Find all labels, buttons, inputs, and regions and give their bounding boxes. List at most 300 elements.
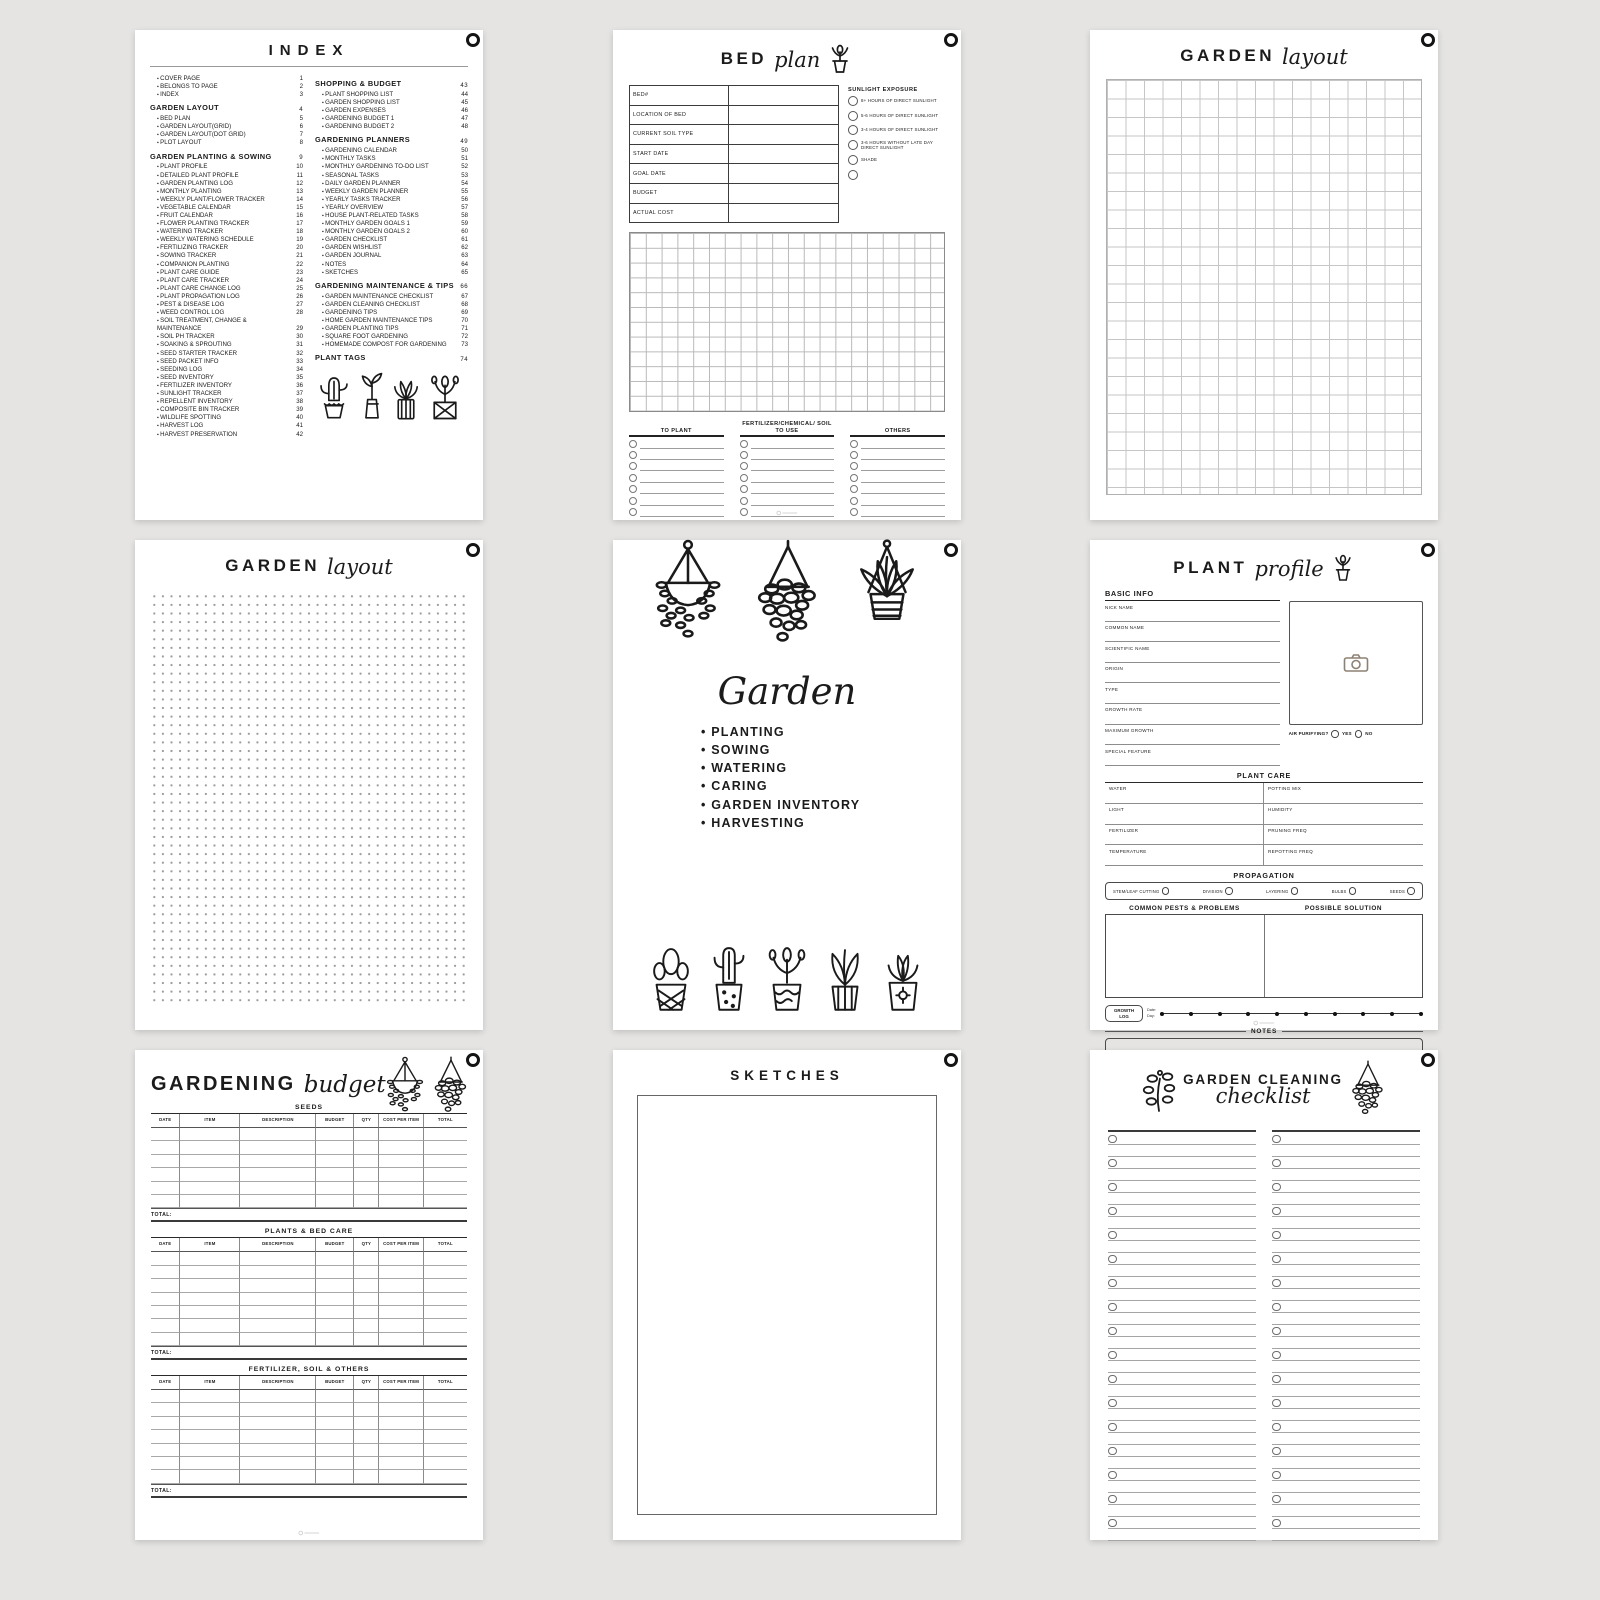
index-entry-label: ▪ INDEX bbox=[150, 91, 179, 99]
checkbox-circle-icon bbox=[740, 462, 748, 470]
care-field-right: POTTING MIX bbox=[1264, 783, 1423, 804]
budget-cell bbox=[315, 1155, 353, 1168]
budget-cell bbox=[423, 1444, 467, 1457]
budget-cell bbox=[353, 1333, 378, 1346]
brand-mark bbox=[298, 1530, 320, 1536]
yes-label: YES bbox=[1341, 731, 1352, 737]
sunlight-option bbox=[848, 125, 945, 135]
bed-field-label: BED# bbox=[630, 86, 729, 105]
budget-cell bbox=[151, 1390, 179, 1403]
budget-cell bbox=[353, 1182, 378, 1195]
index-entry-row bbox=[315, 325, 468, 333]
checkbox-circle-icon bbox=[1108, 1495, 1117, 1504]
index-entry-label: ▪ SOIL TREATMENT, CHANGE & MAINTENANCE bbox=[150, 317, 292, 333]
index-page-number: 6 bbox=[299, 123, 303, 131]
index-entry-row bbox=[150, 269, 303, 277]
index-page-number: 58 bbox=[461, 211, 468, 219]
growth-date-label: Date: bbox=[1147, 1007, 1157, 1012]
index-entry-row bbox=[315, 269, 468, 277]
budget-cell bbox=[353, 1403, 378, 1416]
sunlight-exposure bbox=[848, 85, 945, 223]
checkbox-circle-icon bbox=[629, 497, 637, 505]
index-entry-row bbox=[315, 309, 468, 317]
page-gardening-budget bbox=[135, 1050, 483, 1540]
budget-cell bbox=[151, 1457, 179, 1470]
checklist-extra-line bbox=[1108, 1265, 1256, 1277]
checkbox-circle-icon bbox=[1272, 1399, 1281, 1408]
index-entry-label: ▪ GARDEN EXPENSES bbox=[315, 107, 386, 115]
budget-cell bbox=[353, 1128, 378, 1141]
budget-cell bbox=[353, 1141, 378, 1154]
budget-cell bbox=[423, 1470, 467, 1483]
title-main: GARDEN bbox=[1180, 46, 1275, 65]
index-entry-label: ▪ HOME GARDEN MAINTENANCE TIPS bbox=[315, 317, 432, 325]
budget-table bbox=[151, 1375, 467, 1485]
index-page-number: 20 bbox=[296, 244, 303, 252]
write-line bbox=[861, 505, 945, 517]
budget-column-header: BUDGET bbox=[315, 1238, 353, 1252]
radio-circle-icon bbox=[1291, 887, 1299, 895]
index-entry-row bbox=[150, 252, 303, 260]
sunlight-option bbox=[848, 155, 945, 165]
potted-plants-row bbox=[613, 940, 961, 1014]
write-line bbox=[640, 505, 724, 517]
checkbox-circle-icon bbox=[850, 440, 858, 448]
hanging-leafy-icon bbox=[750, 538, 826, 654]
branch-icon bbox=[1139, 1067, 1179, 1113]
budget-cell bbox=[179, 1168, 239, 1181]
index-columns bbox=[135, 75, 483, 439]
budget-cell bbox=[151, 1333, 179, 1346]
index-entry-row bbox=[150, 414, 303, 422]
profile-field: NICK NAME bbox=[1105, 601, 1280, 622]
title-main: PLANT bbox=[1173, 558, 1248, 577]
index-page-number: 11 bbox=[296, 171, 303, 179]
index-page-number: 1 bbox=[299, 75, 303, 82]
garden-layout-title bbox=[1090, 30, 1438, 69]
budget-column-header: DATE bbox=[151, 1376, 179, 1390]
checklist-extra-line bbox=[1272, 1457, 1420, 1469]
index-entry-label: ▪ SEED INVENTORY bbox=[150, 374, 214, 382]
checklist-item-line bbox=[1108, 1157, 1256, 1169]
timeline-dot bbox=[1189, 1012, 1193, 1016]
hole-punch-icon bbox=[466, 1053, 480, 1067]
index-entry-label: ▪ MONTHLY GARDEN GOALS 2 bbox=[315, 228, 410, 236]
succulent-jar-icon bbox=[391, 373, 421, 423]
growth-log-tag: GROWTH LOG bbox=[1105, 1005, 1143, 1022]
checkbox-circle-icon bbox=[850, 485, 858, 493]
index-page-number: 45 bbox=[461, 98, 468, 106]
checklist-item-line bbox=[1108, 1493, 1256, 1505]
index-page-number: 49 bbox=[460, 137, 468, 145]
index-entry-row bbox=[315, 196, 468, 204]
index-entry-label: ▪ PLANT PROPAGATION LOG bbox=[150, 293, 240, 301]
budget-cell bbox=[239, 1293, 315, 1306]
garden-layout-title bbox=[135, 540, 483, 579]
budget-cell bbox=[315, 1444, 353, 1457]
budget-cell bbox=[378, 1319, 422, 1332]
index-entry-row bbox=[150, 350, 303, 358]
checkbox-circle-icon bbox=[629, 462, 637, 470]
budget-column-header: DESCRIPTION bbox=[239, 1238, 315, 1252]
no-radio bbox=[1355, 730, 1363, 738]
checkbox-circle-icon bbox=[1272, 1135, 1281, 1144]
checklist-item-line bbox=[1108, 1181, 1256, 1193]
index-entry-label: GARDENING PLANNERS bbox=[315, 135, 411, 145]
budget-cell bbox=[423, 1252, 467, 1265]
budget-cell bbox=[353, 1390, 378, 1403]
checklist-extra-line bbox=[1108, 1289, 1256, 1301]
index-entry-row bbox=[150, 172, 303, 180]
timeline-dot bbox=[1419, 1012, 1423, 1016]
checklist-item-line bbox=[1272, 1493, 1420, 1505]
checkbox-circle-icon bbox=[1108, 1519, 1117, 1528]
budget-cell bbox=[423, 1195, 467, 1208]
budget-cell bbox=[423, 1155, 467, 1168]
checklist-item-line bbox=[1108, 1445, 1256, 1457]
index-entry-label: ▪ MONTHLY GARDEN GOALS 1 bbox=[315, 220, 410, 228]
budget-column-header: TOTAL bbox=[423, 1114, 467, 1128]
index-page-number: 41 bbox=[296, 422, 303, 430]
bed-field-row bbox=[630, 145, 838, 165]
budget-cell bbox=[179, 1252, 239, 1265]
budget-cell bbox=[179, 1417, 239, 1430]
air-purifying-label: AIR PURIFYING? bbox=[1288, 731, 1329, 737]
propagation-label: DIVISION bbox=[1202, 888, 1223, 894]
checklist-extra-line bbox=[1108, 1529, 1256, 1541]
index-entry-label: ▪ MONTHLY GARDENING TO-DO LIST bbox=[315, 163, 429, 171]
propagation-option bbox=[1332, 887, 1357, 895]
cover-topic: • PLANTING bbox=[701, 723, 961, 741]
index-entry-label: ▪ PLANT CARE GUIDE bbox=[150, 269, 219, 277]
budget-cell bbox=[239, 1333, 315, 1346]
budget-cell bbox=[239, 1279, 315, 1292]
budget-cell bbox=[353, 1293, 378, 1306]
index-entry-row bbox=[315, 123, 468, 131]
budget-cell bbox=[239, 1403, 315, 1416]
index-entry-label: ▪ GARDEN WISHLIST bbox=[315, 244, 382, 252]
care-field-left: TEMPERATURE bbox=[1105, 845, 1264, 866]
index-entry-label: ▪ FRUIT CALENDAR bbox=[150, 212, 213, 220]
index-page-number: 61 bbox=[461, 236, 468, 244]
timeline-dot bbox=[1304, 1012, 1308, 1016]
page-sketches bbox=[613, 1050, 961, 1540]
list-line bbox=[629, 506, 724, 517]
budget-cell bbox=[239, 1195, 315, 1208]
budget-cell bbox=[179, 1470, 239, 1483]
budget-column-header: COST PER ITEM bbox=[378, 1238, 422, 1252]
checklist-item-line bbox=[1272, 1205, 1420, 1217]
checklist-extra-line bbox=[1108, 1457, 1256, 1469]
budget-cell bbox=[353, 1319, 378, 1332]
budget-cell bbox=[151, 1470, 179, 1483]
growth-timeline bbox=[1160, 1011, 1423, 1017]
checklist-item-line bbox=[1108, 1373, 1256, 1385]
index-entry-label: ▪ GARDEN MAINTENANCE CHECKLIST bbox=[315, 293, 433, 301]
cleaning-title bbox=[1090, 1050, 1438, 1120]
checklist-item-line bbox=[1108, 1397, 1256, 1409]
index-page-number: 74 bbox=[460, 355, 468, 363]
budget-cell bbox=[315, 1319, 353, 1332]
index-page-number: 36 bbox=[296, 381, 303, 389]
checklist-item-line bbox=[1108, 1277, 1256, 1289]
index-entry-label: ▪ GARDEN PLANTING TIPS bbox=[315, 325, 399, 333]
index-page-number: 47 bbox=[461, 115, 468, 123]
sunlight-options bbox=[848, 96, 945, 180]
title-main: GARDEN CLEANING bbox=[1183, 1072, 1343, 1087]
index-page-number: 9 bbox=[299, 154, 303, 162]
page-garden-layout-dots bbox=[135, 540, 483, 1030]
propagation-options bbox=[1105, 882, 1423, 900]
hanging-plants bbox=[383, 1056, 473, 1118]
care-field-right: REPOTTING FREQ bbox=[1264, 845, 1423, 866]
sunlight-option bbox=[848, 170, 945, 180]
budget-total-label: TOTAL: bbox=[151, 1485, 467, 1498]
checklist-item-line bbox=[1272, 1445, 1420, 1457]
index-entry-label: ▪ SOWING TRACKER bbox=[150, 252, 216, 260]
index-entry-label: ▪ HOMEMADE COMPOST FOR GARDENING bbox=[315, 341, 447, 349]
index-page-number: 4 bbox=[299, 105, 303, 113]
brand-mark bbox=[776, 510, 798, 516]
index-entry-label: ▪ YEARLY TASKS TRACKER bbox=[315, 196, 400, 204]
index-entry-row bbox=[150, 220, 303, 228]
notes-heading-row bbox=[1105, 1028, 1423, 1035]
checkbox-circle-icon bbox=[740, 485, 748, 493]
list-heading: OTHERS bbox=[850, 421, 945, 437]
index-entry-row bbox=[150, 139, 303, 147]
budget-cell bbox=[353, 1430, 378, 1443]
budget-cell bbox=[378, 1293, 422, 1306]
budget-cell bbox=[423, 1279, 467, 1292]
budget-cell bbox=[378, 1279, 422, 1292]
sunlight-option-label: 3-6 HOURS WITHOUT LATE DAY DIRECT SUNLIGHT bbox=[861, 139, 933, 150]
hole-punch-icon bbox=[944, 1053, 958, 1067]
index-page-number: 15 bbox=[296, 203, 303, 211]
budget-cell bbox=[378, 1266, 422, 1279]
budget-section-heading: PLANTS & BED CARE bbox=[264, 1228, 354, 1236]
hanging-leafy-icon bbox=[1347, 1060, 1389, 1120]
budget-cell bbox=[353, 1252, 378, 1265]
index-entry-row bbox=[150, 382, 303, 390]
checkbox-circle-icon bbox=[740, 497, 748, 505]
checklist-item-line bbox=[1272, 1421, 1420, 1433]
checklist-extra-line bbox=[1272, 1409, 1420, 1421]
sunlight-option bbox=[848, 96, 945, 106]
propagation-heading: PROPAGATION bbox=[1233, 871, 1295, 881]
checkbox-circle-icon bbox=[1108, 1159, 1117, 1168]
budget-cell bbox=[423, 1417, 467, 1430]
checklist-extra-line bbox=[1272, 1361, 1420, 1373]
budget-cell bbox=[239, 1470, 315, 1483]
radio-circle-icon bbox=[848, 96, 858, 106]
pests-solution-box bbox=[1105, 914, 1423, 998]
pests-heading: COMMON PESTS & PROBLEMS bbox=[1129, 904, 1240, 912]
title-main: BED bbox=[720, 49, 768, 68]
checklist-item-line bbox=[1272, 1181, 1420, 1193]
checkbox-circle-icon bbox=[850, 497, 858, 505]
checklist-extra-line bbox=[1272, 1433, 1420, 1445]
budget-cell bbox=[315, 1293, 353, 1306]
index-entry-label: ▪ GARDEN PLANTING LOG bbox=[150, 180, 233, 188]
radio-circle-icon bbox=[848, 111, 858, 121]
index-entry-label: ▪ GARDEN LAYOUT(DOT GRID) bbox=[150, 131, 246, 139]
index-entry-label: ▪ GARDEN LAYOUT(GRID) bbox=[150, 123, 231, 131]
dot-grid bbox=[149, 591, 469, 1003]
checklist-extra-line bbox=[1108, 1241, 1256, 1253]
index-page-number: 16 bbox=[296, 211, 303, 219]
page-bed-plan bbox=[613, 30, 961, 520]
checkbox-circle-icon bbox=[740, 440, 748, 448]
index-page-number: 2 bbox=[299, 83, 303, 91]
budget-cell bbox=[378, 1470, 422, 1483]
sprout-vase-icon bbox=[359, 371, 385, 423]
index-section-row bbox=[315, 136, 468, 145]
hanging-vine-icon bbox=[383, 1056, 427, 1118]
checkbox-circle-icon bbox=[740, 474, 748, 482]
index-entry-row bbox=[150, 374, 303, 382]
index-section-row bbox=[150, 153, 303, 162]
index-entry-label: ▪ DAILY GARDEN PLANNER bbox=[315, 180, 400, 188]
budget-cell bbox=[179, 1390, 239, 1403]
care-field-left: FERTILIZER bbox=[1105, 825, 1264, 846]
budget-column-header: QTY bbox=[353, 1376, 378, 1390]
radio-circle-icon bbox=[848, 125, 858, 135]
index-page-number: 12 bbox=[296, 179, 303, 187]
budget-cell bbox=[151, 1195, 179, 1208]
leafy-pot-icon bbox=[761, 940, 813, 1014]
checklist-item-line bbox=[1272, 1373, 1420, 1385]
index-entry-label: ▪ SEEDING LOG bbox=[150, 366, 202, 374]
budget-cell bbox=[378, 1417, 422, 1430]
index-entry-row bbox=[150, 285, 303, 293]
index-entry-label: ▪ PEST & DISEASE LOG bbox=[150, 301, 224, 309]
cactus-pot-icon bbox=[315, 371, 353, 423]
plant-profile-title bbox=[1090, 540, 1438, 583]
index-page-number: 56 bbox=[461, 195, 468, 203]
index-page-number: 8 bbox=[299, 139, 303, 147]
budget-cell bbox=[353, 1306, 378, 1319]
budget-cell bbox=[423, 1266, 467, 1279]
checkbox-circle-icon bbox=[1108, 1447, 1117, 1456]
checkbox-circle-icon bbox=[1272, 1327, 1281, 1336]
checkbox-circle-icon bbox=[850, 462, 858, 470]
budget-cell bbox=[315, 1430, 353, 1443]
budget-cell bbox=[179, 1182, 239, 1195]
index-entry-row bbox=[150, 406, 303, 414]
index-entry-label: ▪ WATERING TRACKER bbox=[150, 228, 223, 236]
checkbox-circle-icon bbox=[1272, 1207, 1281, 1216]
checkbox-circle-icon bbox=[629, 485, 637, 493]
profile-field: COMMON NAME bbox=[1105, 622, 1280, 643]
index-entry-label: ▪ GARDEN JOURNAL bbox=[315, 252, 381, 260]
index-entry-label: ▪ COMPANION PLANTING bbox=[150, 261, 229, 269]
cover-topic: • CARING bbox=[701, 777, 961, 795]
index-entry-row bbox=[150, 431, 303, 439]
budget-sections bbox=[151, 1104, 467, 1498]
timeline-dot bbox=[1333, 1012, 1337, 1016]
index-entry-row bbox=[150, 123, 303, 131]
budget-cell bbox=[378, 1155, 422, 1168]
index-entry-row bbox=[315, 220, 468, 228]
list-line bbox=[850, 506, 945, 517]
budget-cell bbox=[315, 1417, 353, 1430]
index-entry-row bbox=[315, 172, 468, 180]
budget-cell bbox=[423, 1333, 467, 1346]
checklist-column bbox=[1272, 1130, 1420, 1541]
budget-cell bbox=[151, 1293, 179, 1306]
index-entry-row bbox=[150, 204, 303, 212]
budget-cell bbox=[239, 1390, 315, 1403]
profile-field: GROWTH RATE bbox=[1105, 704, 1280, 725]
hanging-spiky-icon bbox=[851, 538, 923, 642]
budget-cell bbox=[179, 1155, 239, 1168]
budget-cell bbox=[315, 1306, 353, 1319]
budget-cell bbox=[423, 1141, 467, 1154]
checklist-item-line bbox=[1272, 1325, 1420, 1337]
index-page-number: 71 bbox=[461, 324, 468, 332]
budget-column-header: ITEM bbox=[179, 1238, 239, 1252]
budget-cell bbox=[423, 1390, 467, 1403]
pests-solution-headings bbox=[1105, 905, 1423, 912]
index-entry-label: ▪ GARDEN CHECKLIST bbox=[315, 236, 387, 244]
index-page-number: 31 bbox=[296, 341, 303, 349]
title-script: checklist bbox=[1215, 1084, 1311, 1108]
timeline-dot bbox=[1390, 1012, 1394, 1016]
budget-section-heading: FERTILIZER, SOIL & OTHERS bbox=[248, 1366, 370, 1374]
title-script: layout bbox=[326, 555, 393, 579]
budget-cell bbox=[353, 1457, 378, 1470]
index-section-row bbox=[150, 104, 303, 113]
budget-cell bbox=[151, 1141, 179, 1154]
index-entry-label: ▪ COVER PAGE bbox=[150, 75, 200, 83]
checkbox-circle-icon bbox=[1108, 1231, 1117, 1240]
profile-field: SCIENTIFIC NAME bbox=[1105, 642, 1280, 663]
checkbox-circle-icon bbox=[1108, 1327, 1117, 1336]
budget-column-header: DESCRIPTION bbox=[239, 1114, 315, 1128]
checklist-item-line bbox=[1272, 1277, 1420, 1289]
radio-circle-icon bbox=[848, 170, 858, 180]
index-page-number: 66 bbox=[460, 283, 468, 291]
budget-cell bbox=[315, 1403, 353, 1416]
index-page-number: 62 bbox=[461, 244, 468, 252]
camera-icon bbox=[1343, 653, 1369, 673]
budget-cell bbox=[423, 1168, 467, 1181]
index-page-number: 63 bbox=[461, 252, 468, 260]
index-page-number: 43 bbox=[460, 81, 468, 89]
sunlight-option-label: 8+ HOURS OF DIRECT SUNLIGHT bbox=[861, 98, 937, 104]
budget-column-header: QTY bbox=[353, 1238, 378, 1252]
index-page-number: 42 bbox=[296, 430, 303, 438]
index-entry-label: ▪ PLANT SHOPPING LIST bbox=[315, 91, 393, 99]
index-entry-row bbox=[150, 293, 303, 301]
budget-cell bbox=[239, 1252, 315, 1265]
bed-field-label: GOAL DATE bbox=[630, 164, 729, 183]
index-page-number: 55 bbox=[461, 187, 468, 195]
index-entry-label: ▪ DETAILED PLANT PROFILE bbox=[150, 172, 239, 180]
index-entry-label: ▪ COMPOSITE BIN TRACKER bbox=[150, 406, 239, 414]
profile-field: MAXIMUM GROWTH bbox=[1105, 725, 1280, 746]
budget-column-header: BUDGET bbox=[315, 1376, 353, 1390]
checklist-extra-line bbox=[1272, 1217, 1420, 1229]
index-entry-label: ▪ PLANT PROFILE bbox=[150, 163, 207, 171]
budget-cell bbox=[315, 1128, 353, 1141]
budget-cell bbox=[179, 1430, 239, 1443]
index-entry-label: ▪ SUNLIGHT TRACKER bbox=[150, 390, 222, 398]
index-title: INDEX bbox=[268, 42, 350, 59]
index-entry-row bbox=[150, 309, 303, 317]
checklist-item-line bbox=[1108, 1205, 1256, 1217]
budget-cell bbox=[239, 1141, 315, 1154]
